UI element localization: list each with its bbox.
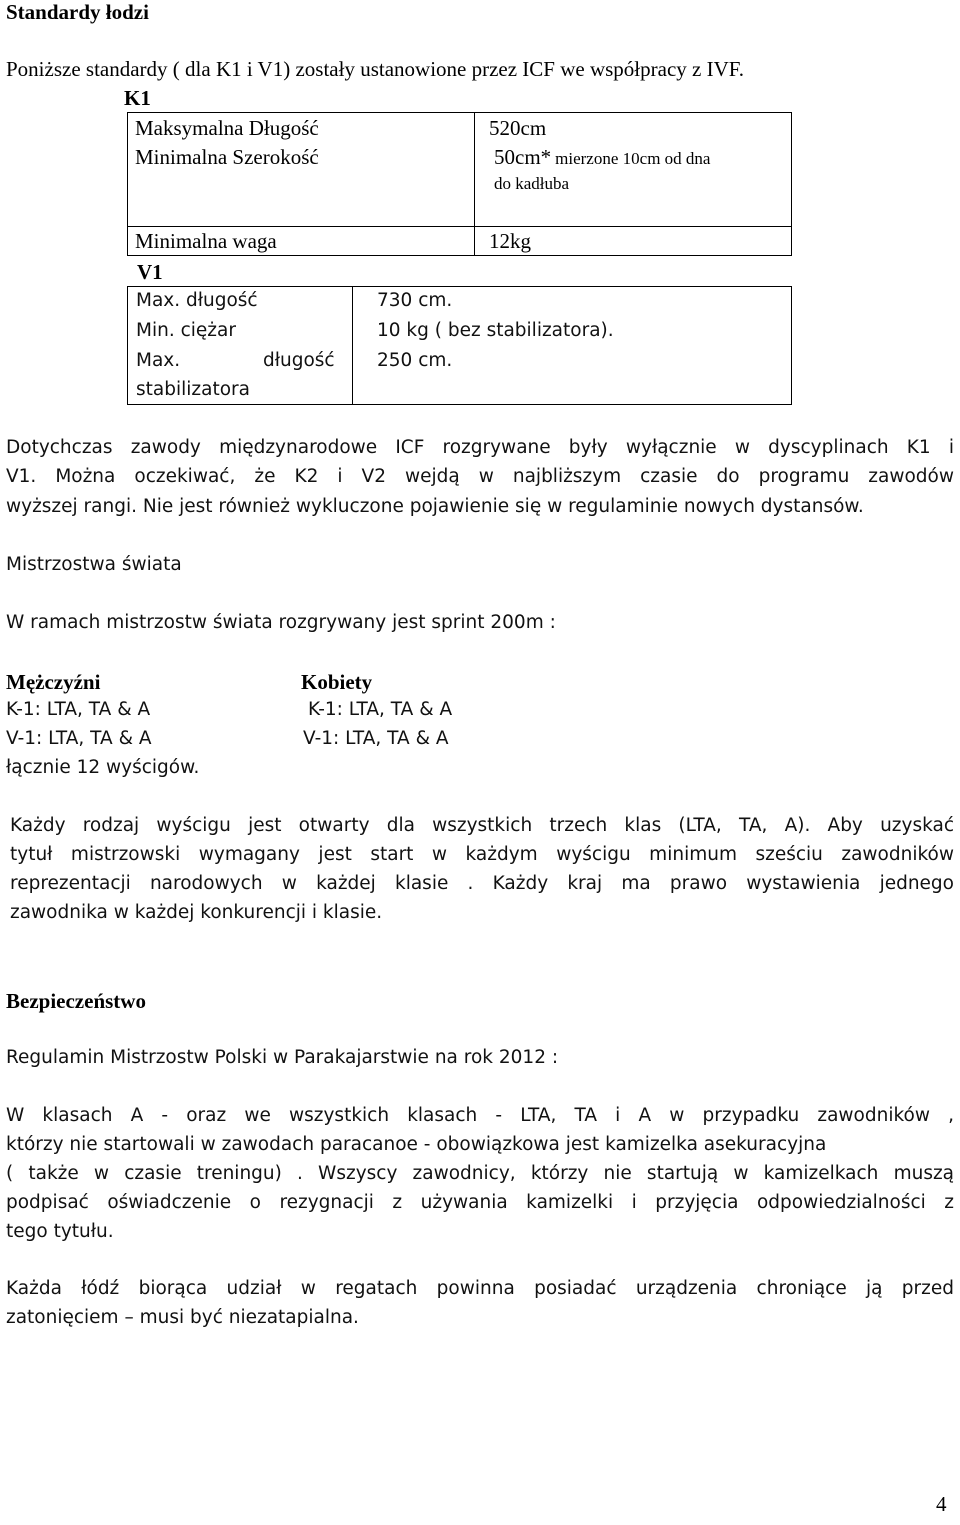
men-v1: V-1: LTA, TA & A	[6, 728, 152, 749]
k1-min-width-note: mierzone 10cm od dna	[555, 149, 711, 168]
k1-min-width-note-2: do kadłuba	[494, 174, 570, 193]
v1-min-weight-label: Min. ciężar	[136, 320, 236, 341]
v1-heading: V1	[137, 260, 163, 284]
v1-stabilizer-value: 250 cm.	[377, 350, 453, 371]
safety-p1-line4: podpisać oświadczenie o rezygnacji z używania kamizelki i przyjęcia odpowiedzialności z	[6, 1192, 954, 1213]
safety-p1-line3: ( także w czasie treningu) . Wszyscy zawodnicy, którzy nie startują w kamizelkach muszą	[6, 1163, 954, 1184]
men-heading: Mężczyźni	[6, 670, 101, 694]
safety-p1-line5: tego tytułu.	[6, 1221, 114, 1242]
para2-line4: zawodnika w każdej konkurencji i klasie.	[10, 902, 383, 923]
women-k1: K-1: LTA, TA & A	[308, 699, 453, 720]
page-number: 4	[936, 1492, 947, 1516]
v1-stabilizer-label-a: Max.	[136, 350, 181, 371]
safety-heading: Bezpieczeństwo	[6, 989, 146, 1013]
k1-column-divider	[474, 112, 475, 256]
para1-line1: Dotychczas zawody międzynarodowe ICF rozgrywane były wyłącznie w dyscyplinach K1 i	[6, 437, 954, 458]
k1-min-weight-value: 12kg	[489, 229, 531, 253]
page-title: Standardy łodzi	[6, 0, 149, 24]
v1-stabilizer-label-b: długość	[263, 350, 335, 371]
para2-line2: tytuł mistrzowski wymagany jest start w każdym wyścigu minimum sześciu zawodników	[10, 844, 954, 865]
v1-max-length-label: Max. długość	[136, 290, 258, 311]
v1-stabilizer-label-c: stabilizatora	[136, 379, 250, 400]
safety-p1-line1: W klasach A - oraz we wszystkich klasach - LTA, TA i A w przypadku zawodników ,	[6, 1105, 954, 1126]
k1-min-weight-label: Minimalna waga	[135, 229, 277, 253]
para1-line3: wyższej rangi. Nie jest również wykluczone pojawienie się w regulaminie nowych dystansów.	[6, 496, 864, 517]
v1-column-divider	[352, 286, 353, 405]
k1-min-width-label: Minimalna Szerokość	[135, 145, 319, 169]
v1-min-weight-value: 10 kg ( bez stabilizatora).	[377, 320, 614, 341]
v1-max-length-value: 730 cm.	[377, 290, 453, 311]
women-v1: V-1: LTA, TA & A	[303, 728, 449, 749]
men-k1: K-1: LTA, TA & A	[6, 699, 151, 720]
intro-text: Poniższe standardy ( dla K1 i V1) zostały ustanowione przez ICF we współpracy z IVF.	[6, 57, 745, 81]
women-heading: Kobiety	[301, 670, 373, 694]
worlds-intro: W ramach mistrzostw świata rozgrywany jest sprint 200m :	[6, 612, 556, 633]
k1-heading: K1	[124, 86, 151, 110]
k1-min-width-cell	[494, 145, 710, 170]
worlds-heading: Mistrzostwa świata	[6, 554, 182, 575]
k1-max-length-value: 520cm	[489, 116, 547, 140]
k1-min-width-value: 50cm*	[494, 145, 552, 169]
para1-line2: V1. Można oczekiwać, że K2 i V2 wejdą w najbliższym czasie do programu zawodów	[6, 466, 954, 487]
k1-max-length-label: Maksymalna Długość	[135, 116, 319, 140]
para2-line3: reprezentacji narodowych w każdej klasie . Każdy kraj ma prawo wystawienia jednego	[10, 873, 954, 894]
safety-p2-line2: zatonięciem – musi być niezatapialna.	[6, 1307, 359, 1328]
safety-subtitle: Regulamin Mistrzostw Polski w Parakajarstwie na rok 2012 :	[6, 1047, 559, 1068]
total-races: łącznie 12 wyścigów.	[6, 757, 200, 778]
safety-p1-line2: którzy nie startowali w zawodach paracanoe - obowiązkowa jest kamizelka asekuracyjna	[6, 1134, 827, 1155]
safety-p2-line1: Każda łódź biorąca udział w regatach powinna posiadać urządzenia chroniące ją przed	[6, 1278, 954, 1299]
k1-row-divider	[127, 226, 792, 227]
para2-line1: Każdy rodzaj wyścigu jest otwarty dla wszystkich trzech klas (LTA, TA, A). Aby uzyskać	[10, 815, 954, 836]
